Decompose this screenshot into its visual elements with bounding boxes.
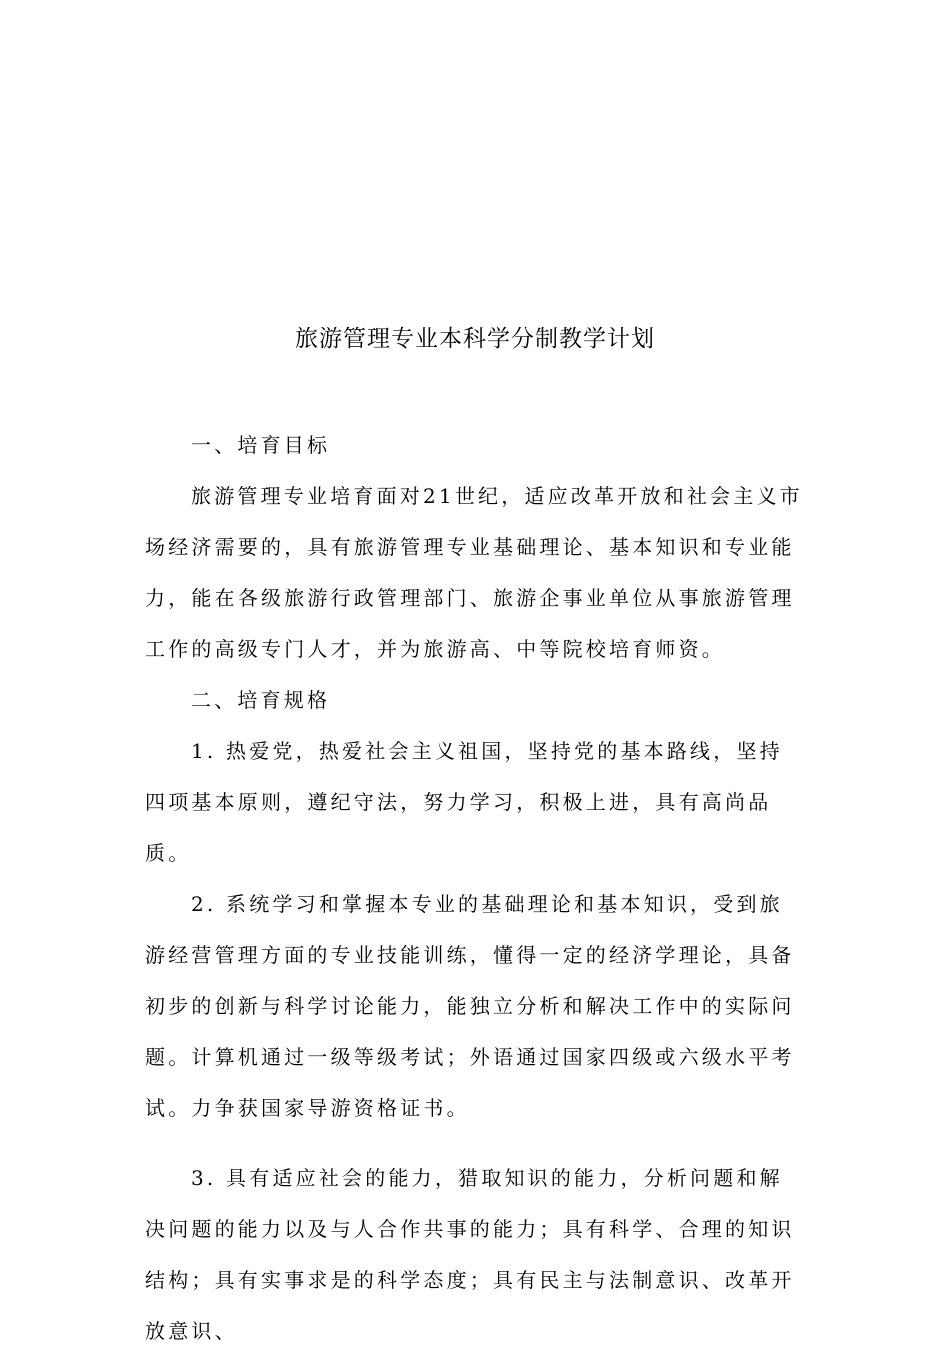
paragraph-gap xyxy=(145,1134,805,1153)
section-heading-training-goal: 一、培育目标 xyxy=(191,433,331,457)
document-body xyxy=(145,420,805,1357)
paragraph-training-goal: 旅游管理专业培育面对21世纪，适应改革开放和社会主义市场经济需要的，具有旅游管理专业基础理论、基本知识和专业能力，能在各级旅游行政管理部门、旅游企事业单位从事旅游管理工作的高级专门人才，并为旅游高、中等院校培育师资。 xyxy=(145,484,803,661)
paragraph-spec-2: 2. 系统学习和掌握本专业的基础理论和基本知识，受到旅游经营管理方面的专业技能训练，懂得一定的经济学理论，具备初步的创新与科学讨论能力，能独立分析和解决工作中的实际问题。计算机通过一级等级考试；外语通过国家四级或六级水平考试。力争获国家导游资格证书。 xyxy=(145,892,795,1120)
document-title: 旅游管理专业本科学分制教学计划 xyxy=(295,326,655,352)
paragraph-spec-3: 3. 具有适应社会的能力，猎取知识的能力，分析问题和解决问题的能力以及与人合作共事的能力；具有科学、合理的知识结构；具有实事求是的科学态度；具有民主与法制意识、改革开放意识、 xyxy=(145,1166,795,1343)
paragraph-spec-1: 1. 热爱党，热爱社会主义祖国，坚持党的基本路线，坚持四项基本原则，遵纪守法，努力学习，积极上进，具有高尚品质。 xyxy=(145,739,783,865)
section-heading-training-specs: 二、培育规格 xyxy=(191,688,331,712)
